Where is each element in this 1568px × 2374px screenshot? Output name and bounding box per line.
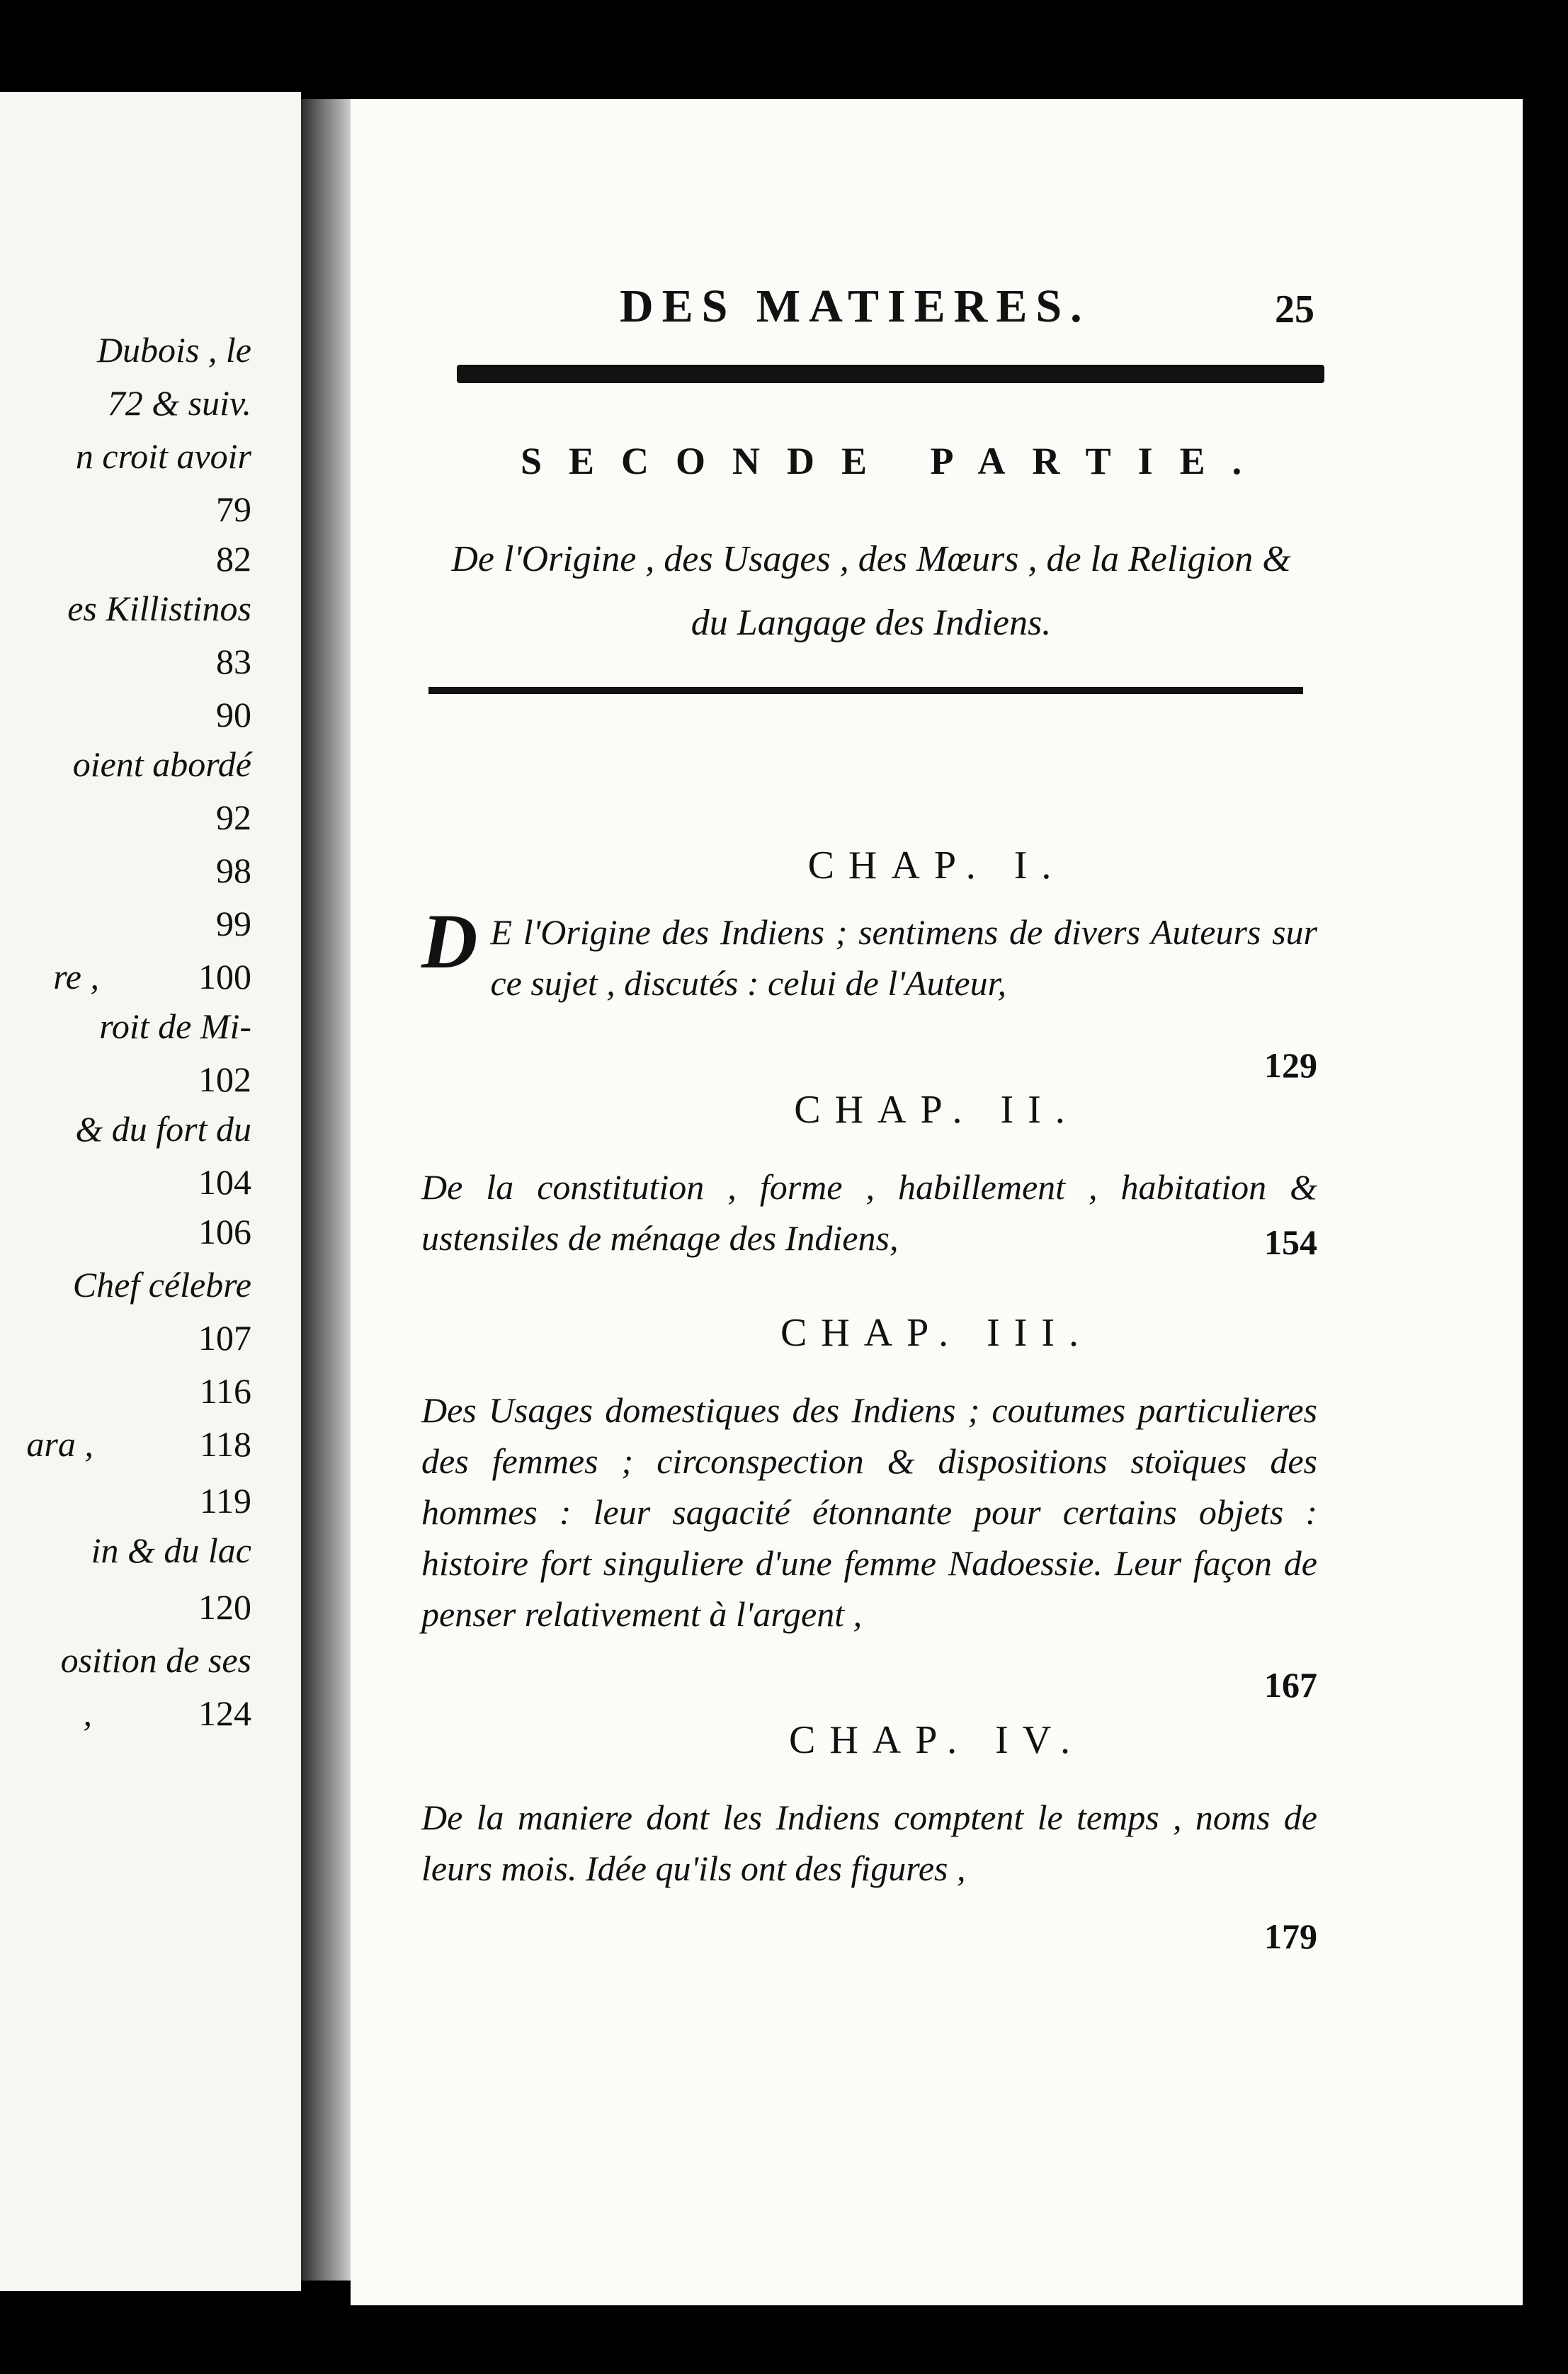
part-subtitle: De l'Origine , des Usages , des Mœurs , de la Religion & du Langage des Indiens.: [451, 539, 1291, 643]
book-gutter: [301, 99, 351, 2281]
running-head: DES MATIERES.: [620, 280, 1091, 332]
left-line: in & du lac: [91, 1530, 251, 1570]
left-page-ref: 120: [198, 1587, 251, 1627]
left-line: roit de Mi-: [99, 1006, 251, 1046]
toc-entry-page: 154: [1264, 1222, 1317, 1262]
left-page-ref: 116: [199, 1371, 251, 1411]
chapter-heading: CHAP. I.: [807, 844, 1066, 887]
left-line: es Killistinos: [67, 589, 251, 628]
chapter-heading: CHAP. IV.: [788, 1718, 1085, 1762]
drop-cap: D: [421, 898, 478, 984]
left-line: Chef célebre: [72, 1265, 251, 1305]
chapter-heading: CHAP. II.: [794, 1088, 1079, 1132]
toc-entry-text: De la constitution , forme , habillement , habitation & ustensiles de ménage des Indiens,: [421, 1167, 1317, 1258]
left-page-ref: 104: [198, 1162, 251, 1202]
toc-entry-page: 167: [1264, 1665, 1317, 1705]
left-page-ref: 83: [216, 642, 251, 681]
toc-entry-text: Des Usages domestiques des Indiens ; coutumes particulieres des femmes ; circonspection & dispositions stoïques des hommes : leur sagacité étonnante pour certains objets : histoire fort singuliere d'une femme Nadoessie. Leur façon de penser relativement à l'argent ,: [421, 1390, 1317, 1634]
part-title: SECONDE PARTIE.: [521, 440, 1269, 482]
toc-entry: [421, 1792, 1317, 1962]
toc-entry-page: 179: [1264, 1916, 1317, 1956]
toc-entry: [421, 898, 1317, 1085]
page-number: 25: [1275, 288, 1314, 331]
left-line: Dubois , le: [96, 330, 251, 370]
left-page-ref: 99: [216, 904, 251, 943]
left-line: , 124: [83, 1693, 251, 1733]
left-page-ref: 119: [199, 1481, 251, 1521]
left-line: ara , 118: [26, 1424, 251, 1464]
toc-entry-text: E l'Origine des Indiens ; sentimens de divers Auteurs sur ce sujet , discutés : celui de l'Auteur,: [490, 912, 1317, 1003]
left-page-ref: 92: [216, 797, 251, 837]
left-page-ref: 107: [198, 1318, 251, 1358]
left-page-ref: 106: [198, 1212, 251, 1251]
left-page-ref: 90: [216, 695, 251, 734]
left-page-ref: 98: [216, 851, 251, 890]
toc-entry: [421, 1385, 1317, 1710]
left-page-ref: 79: [216, 489, 251, 529]
chapter-heading: CHAP. III.: [780, 1311, 1093, 1355]
left-line: n croit avoir: [75, 436, 251, 476]
left-page-ref: 102: [198, 1060, 251, 1099]
section-rule: [428, 687, 1303, 694]
left-line: osition de ses: [60, 1640, 251, 1680]
left-line: oient abordé: [72, 744, 251, 784]
header-rule: [457, 365, 1324, 383]
left-page: [0, 92, 301, 2291]
left-line: re , 100: [53, 957, 251, 996]
right-page: [351, 99, 1523, 2305]
left-page-ref: 82: [216, 539, 251, 579]
left-line: & du fort du: [75, 1109, 251, 1149]
toc-entry: [421, 1162, 1317, 1268]
left-line: 72 & suiv.: [107, 383, 251, 423]
toc-entry-page: 129: [1264, 1045, 1317, 1085]
toc-entry-text: De la maniere dont les Indiens comptent le temps , noms de leurs mois. Idée qu'ils ont des figures ,: [421, 1797, 1317, 1888]
